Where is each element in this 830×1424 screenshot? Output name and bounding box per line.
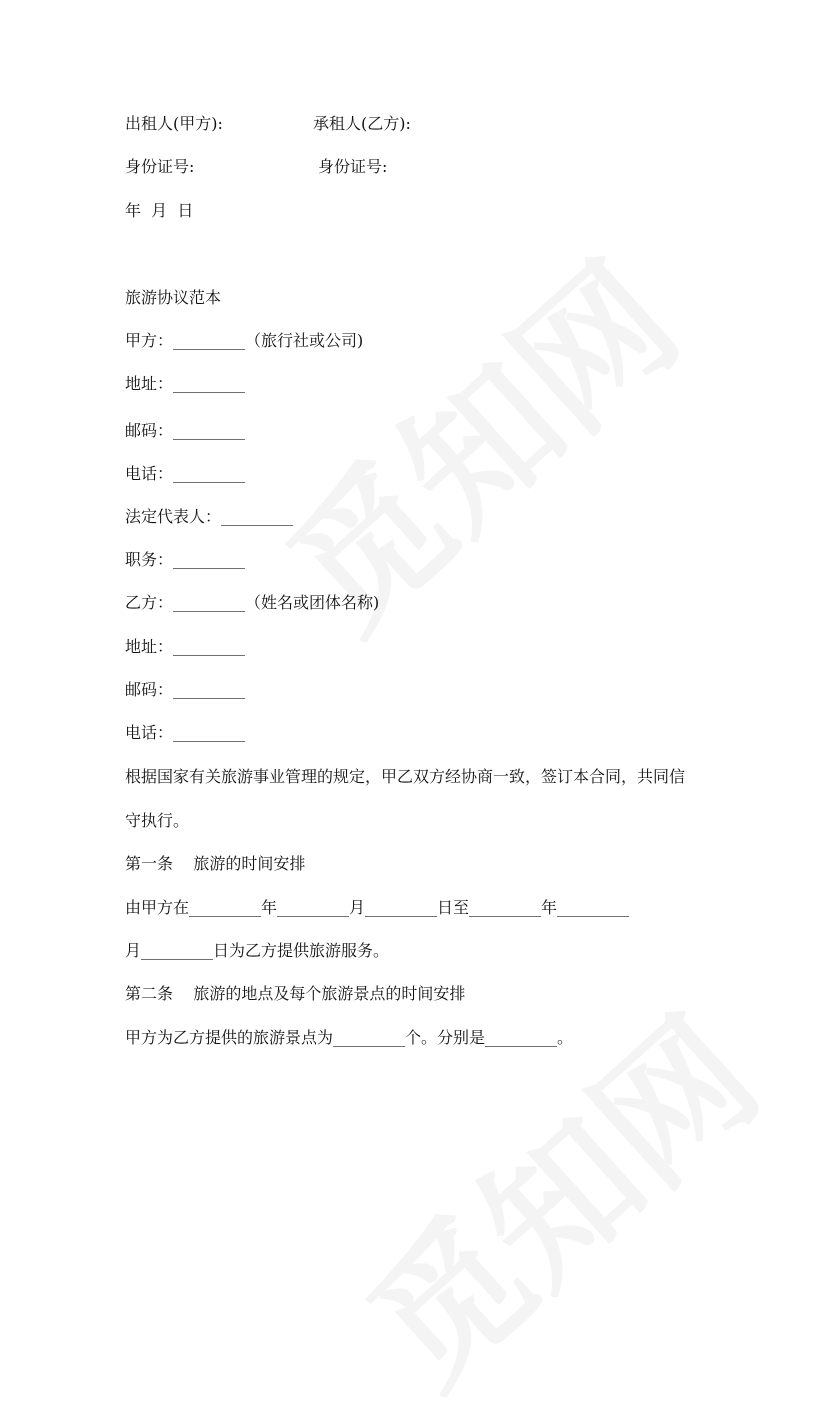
position: 职务：_________: [125, 550, 246, 569]
preamble-line-2: 守执行。: [125, 811, 190, 830]
article-1-line-1: 由甲方在_________年_________月_________日至_________年_________: [125, 898, 630, 917]
article-1-line-2: 月_________日为乙方提供旅游服务。: [125, 941, 390, 960]
party-a: 甲方：_________（旅行社或公司): [125, 331, 364, 350]
date-line: 年 月 日: [125, 201, 194, 220]
preamble-line-1: 根据国家有关旅游事业管理的规定，甲乙双方经协商一致，签订本合同，共同信: [125, 767, 686, 786]
article-1-heading: 第一条 旅游的时间安排: [125, 854, 306, 873]
party-b: 乙方：_________（姓名或团体名称): [125, 593, 380, 612]
party-b-postcode: 邮码：_________: [125, 680, 246, 699]
party-a-phone: 电话：_________: [125, 464, 246, 483]
lessor-label: 出租人(甲方):: [125, 114, 223, 133]
party-a-postcode: 邮码：_________: [125, 421, 246, 440]
article-2-heading: 第二条 旅游的地点及每个旅游景点的时间安排: [125, 984, 466, 1003]
lessee-label: 承租人(乙方):: [313, 114, 411, 133]
party-b-address: 地址：_________: [125, 637, 246, 656]
id-number-label-a: 身份证号:: [125, 157, 195, 176]
party-b-phone: 电话：_________: [125, 723, 246, 742]
legal-representative: 法定代表人：_________: [125, 507, 294, 526]
id-number-label-b: 身份证号:: [318, 157, 388, 176]
party-a-address: 地址：_________: [125, 374, 246, 393]
document-title: 旅游协议范本: [125, 288, 222, 307]
article-2-line-1: 甲方为乙方提供的旅游景点为_________个。分别是_________。: [125, 1028, 574, 1047]
